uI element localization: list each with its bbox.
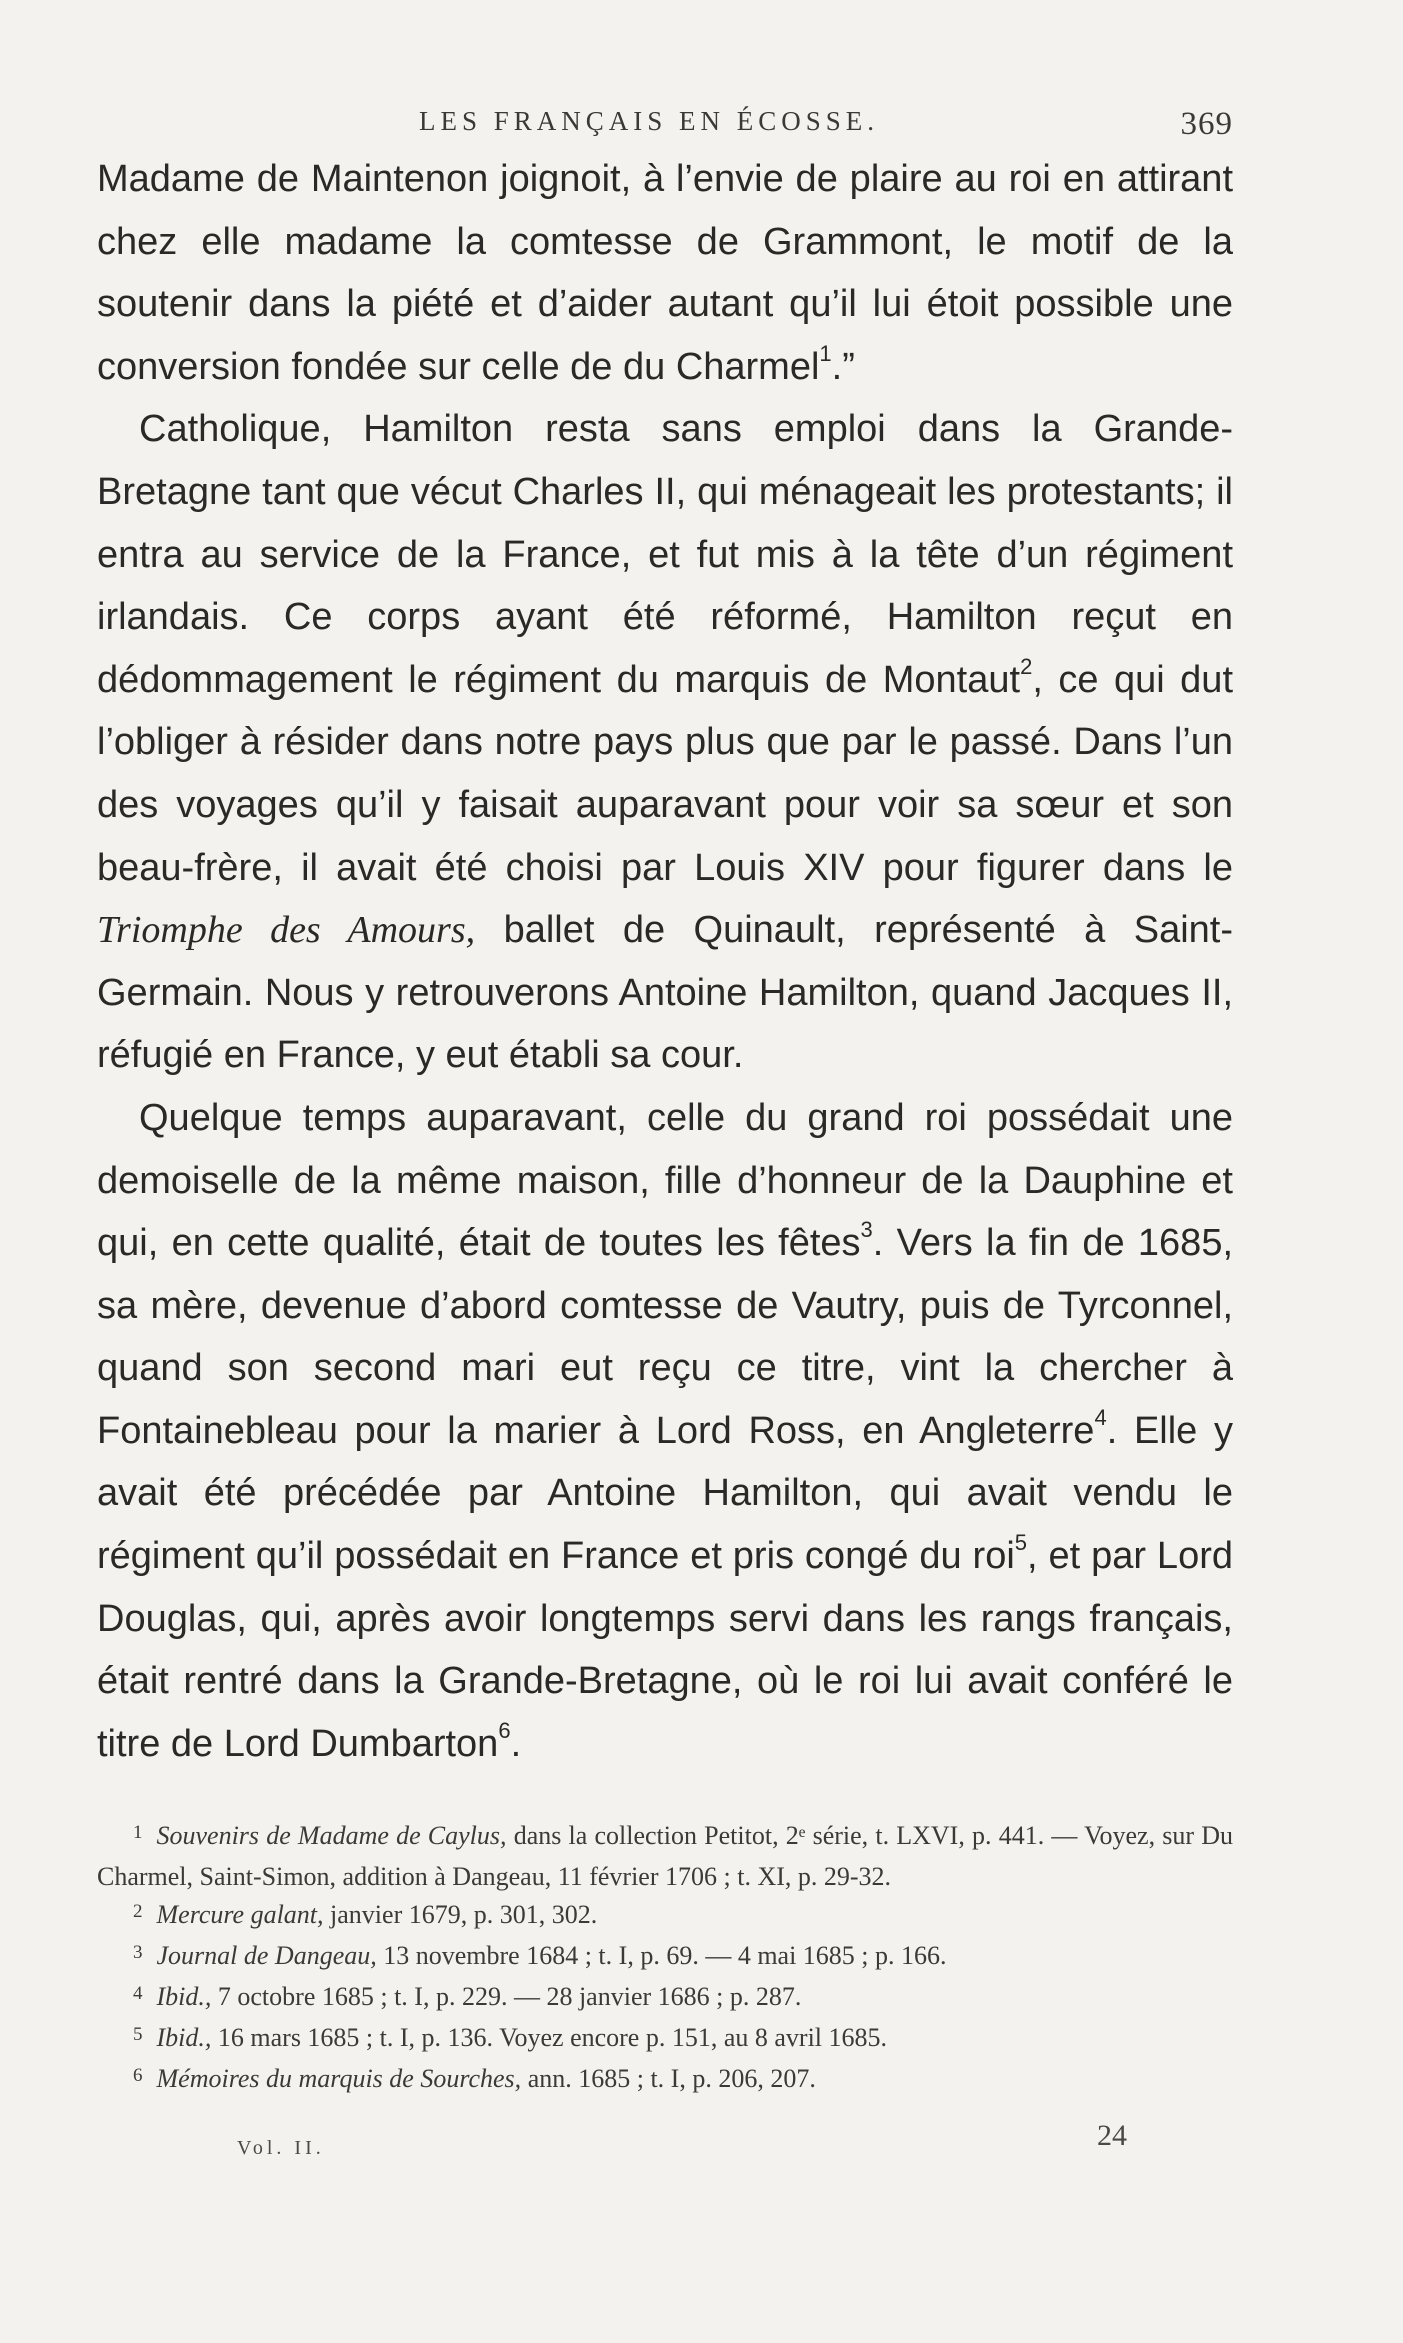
text-run: Madame de Maintenon joignoit, à l’envie de plaire au roi en attirant chez elle madame la comtesse de Grammont, le motif de la soutenir dans la piété et d’aider autant qu’il lui étoit possible une conversion fondée sur celle de du Charmel xyxy=(97,158,1233,388)
paragraph xyxy=(97,398,1233,1087)
text-run: Quelque temps auparavant, celle du grand roi possédait une demoiselle de la même maison, fille d’honneur de la Dauphine et qui, en cette qualité, était de toutes les fêtes xyxy=(97,1096,1233,1265)
running-title: LES FRANÇAIS EN ÉCOSSE. xyxy=(419,106,880,136)
text-run: ballet de Quinault, représenté à Saint-Germain. Nous y retrouverons Antoine Hamilton, quand Jacques II, réfugié en France, y eut établi sa cour. xyxy=(97,909,1233,1077)
text-run: . Elle y avait été précédée par Antoine Hamilton, qui avait vendu le régiment qu’il possédait en France et pris congé du roi xyxy=(97,1409,1233,1578)
footnote xyxy=(97,1937,1233,1978)
footnote-mark: 4 xyxy=(133,1983,143,2005)
signature-mark: 24 xyxy=(1097,2119,1127,2153)
italic-title: Mémoires du marquis de Sourches, xyxy=(156,2064,522,2094)
text-run: .” xyxy=(831,345,855,388)
footnote-reference: 1 xyxy=(819,341,832,367)
page-footer xyxy=(97,2119,1233,2179)
italic-title: Ibid., xyxy=(156,2023,212,2053)
footnote-mark: 5 xyxy=(133,2024,143,2046)
text-run: dans la collection Petitot, 2ᵉ série, t. LXVI, p. 441. — Voyez, sur Du Charmel, Saint-Simon, addition à Dangeau, 11 février 1706 ; t. XI, p. 29-32. xyxy=(97,1821,1233,1892)
text-run: , ce qui dut l’obliger à résider dans notre pays plus que par le passé. Dans l’un des voyages qu’il y faisait auparavant pour voir sa sœur et son beau-frère, il avait été choisi par Louis XIV pour figurer dans le xyxy=(97,658,1233,889)
text-run: . xyxy=(510,1722,522,1765)
footnote-mark: 2 xyxy=(133,1901,143,1923)
text-run: . Vers la fin de 1685, sa mère, devenue d’abord comtesse de Vautry, puis de Tyrconnel, quand son second mari eut reçu ce titre, vint la chercher à Fontainebleau pour la marier à Lord Ross, en Angleterre xyxy=(97,1222,1234,1452)
italic-title: Mercure galant, xyxy=(156,1900,324,1930)
footnote-reference: 2 xyxy=(1020,654,1033,680)
italic-title: Triomphe des Amours, xyxy=(97,909,476,952)
text-run: ann. 1685 ; t. I, p. 206, 207. xyxy=(521,2064,816,2094)
footnote xyxy=(97,2019,1233,2060)
volume-label: Vol. II. xyxy=(237,2137,325,2160)
footnote-mark: 1 xyxy=(133,1822,143,1844)
text-run: Catholique, Hamilton resta sans emploi dans la Grande-Bretagne tant que vécut Charles II, qui ménageait les protestants; il entra au service de la France, et fut mis à la tête d’un régiment irlandais. Ce corps ayant été réformé, Hamilton reçut en dédommagement le régiment du marquis de Montaut xyxy=(97,408,1233,701)
footnote-reference: 5 xyxy=(1014,1530,1028,1556)
running-head xyxy=(97,100,1233,148)
page-number: 369 xyxy=(1180,106,1233,142)
text-run: 16 mars 1685 ; t. I, p. 136. Voyez encore p. 151, au 8 avril 1685. xyxy=(211,2023,888,2053)
footnote xyxy=(97,1896,1233,1937)
italic-title: Souvenirs de Madame de Caylus, xyxy=(156,1821,507,1851)
footnote-mark: 3 xyxy=(133,1942,143,1964)
footnote-reference: 3 xyxy=(860,1217,873,1243)
paragraph xyxy=(97,148,1233,398)
book-page xyxy=(97,100,1233,2179)
italic-title: Journal de Dangeau, xyxy=(156,1941,377,1971)
text-run: janvier 1679, p. 301, 302. xyxy=(323,1900,598,1930)
footnote xyxy=(97,1978,1233,2019)
footnotes xyxy=(97,1817,1233,2101)
text-run: , et par Lord Douglas, qui, après avoir longtemps servi dans les rangs français, était rentré dans la Grande-Bretagne, où le roi lui avait conféré le titre de Lord Dumbarton xyxy=(97,1535,1233,1765)
text-run: 7 octobre 1685 ; t. I, p. 229. — 28 janvier 1686 ; p. 287. xyxy=(211,1982,802,2012)
text-run: 13 novembre 1684 ; t. I, p. 69. — 4 mai 1685 ; p. 166. xyxy=(376,1941,947,1971)
footnote-reference: 4 xyxy=(1094,1405,1107,1431)
italic-title: Ibid., xyxy=(156,1982,212,2012)
body-text xyxy=(97,148,1233,1775)
footnote-reference: 6 xyxy=(498,1718,511,1744)
footnote xyxy=(97,1817,1233,1896)
footnote xyxy=(97,2060,1233,2101)
footnote-mark: 6 xyxy=(133,2065,143,2087)
paragraph xyxy=(97,1087,1233,1776)
